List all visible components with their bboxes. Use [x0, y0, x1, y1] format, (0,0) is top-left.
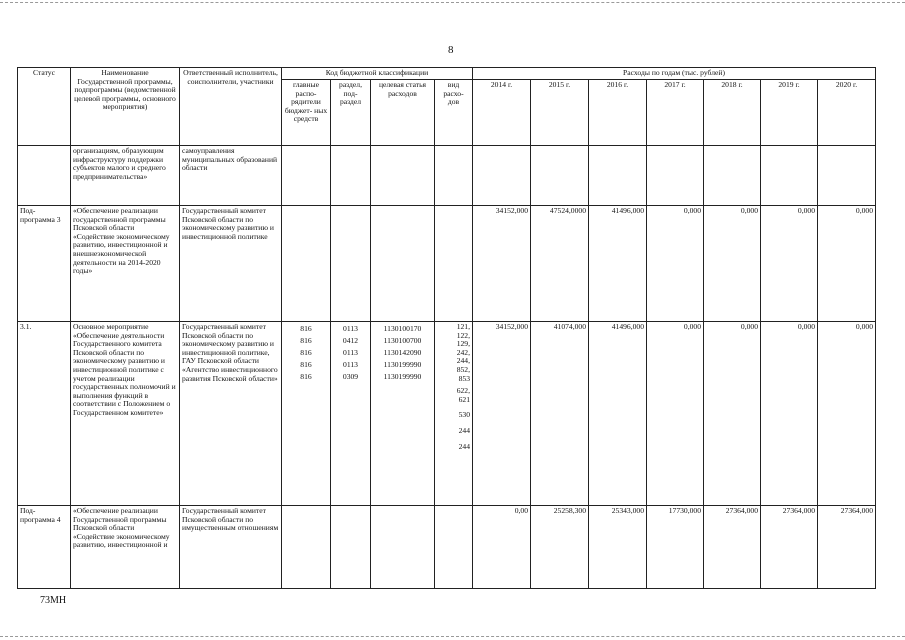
cell-name: «Обеспечение реализации Государственной программы Псковской области «Содействие экономическому развитию, инвестиционной и	[71, 506, 180, 589]
cell-value	[531, 146, 589, 206]
csr-code: 1130100170	[383, 324, 422, 333]
cell-responsible: самоуправления муниципальных образований области	[180, 146, 282, 206]
header-name: Наименование Государственной программы, подпрограммы (ведомственной целевой программы, основного мероприятия)	[71, 68, 180, 146]
cell-value: 25343,000	[589, 506, 647, 589]
cell-rz	[331, 322, 371, 506]
cell-gr	[282, 322, 331, 506]
cell-value	[589, 146, 647, 206]
cell-value	[761, 146, 818, 206]
cell-value: 0,000	[647, 206, 704, 322]
gr-code: 816	[300, 324, 312, 333]
vr-code: 530	[458, 410, 470, 420]
cell-csr	[371, 322, 435, 506]
vr-code: 621	[458, 394, 470, 404]
cell-gr	[282, 506, 331, 589]
cell-value: 0,000	[761, 322, 818, 506]
cell-value: 47524,0000	[531, 206, 589, 322]
cell-name: «Обеспечение реализации государственной программы Псковской области «Содействие экономическому развитию, инвестиционной и внешнеэкономической деятельности на 2014-2020 годы»	[71, 206, 180, 322]
cell-name: организациям, образующим инфраструктуру поддержки субъектов малого и среднего предпринимательства»	[71, 146, 180, 206]
cell-value: 41074,000	[531, 322, 589, 506]
cell-value	[704, 146, 761, 206]
csr-code: 1130100700	[383, 336, 422, 345]
table-row	[18, 322, 876, 506]
cell-responsible: Государственный комитет Псковской области по экономическому развитию и инвестиционной политике, ГАУ Псковской области «Агентство инвестиционного развития Псковской области»	[180, 322, 282, 506]
cell-vr	[435, 206, 473, 322]
page-number: 8	[448, 44, 454, 56]
header-year: 2016 г.	[589, 80, 647, 146]
cell-vr	[435, 146, 473, 206]
vr-code: 622,	[456, 386, 470, 396]
vr-code: 244	[458, 441, 470, 451]
header-year: 2015 г.	[531, 80, 589, 146]
vr-code: 244,	[456, 356, 470, 366]
cell-status: Под- программа 3	[18, 206, 71, 322]
header-rz: раздел, под- раздел	[331, 80, 371, 146]
vr-code: 121,	[456, 322, 470, 331]
csr-code: 1130142090	[383, 348, 422, 357]
csr-code: 1130199990	[383, 372, 422, 381]
csr-code: 1130199990	[383, 360, 422, 369]
cell-value: 41496,000	[589, 322, 647, 506]
cell-vr	[435, 506, 473, 589]
cell-rz	[331, 146, 371, 206]
cell-gr	[282, 206, 331, 322]
cell-gr	[282, 146, 331, 206]
cell-name: Основное мероприятие «Обеспечение деятельности Государственного комитета Псковской области по экономическому развитию и инвестиционной политике с учетом реализации государственных полномочий и выполнения функций в соответствии с Положением о Государственном комитете»	[71, 322, 180, 506]
rz-code: 0309	[342, 372, 359, 381]
table-row	[18, 146, 876, 206]
cell-vr	[435, 322, 473, 506]
gr-code: 816	[300, 348, 312, 357]
cell-value: 17730,000	[647, 506, 704, 589]
header-year: 2019 г.	[761, 80, 818, 146]
top-edge-line	[0, 2, 905, 3]
vr-code: 122,	[456, 330, 470, 340]
cell-value: 34152,000	[473, 206, 531, 322]
cell-csr	[371, 146, 435, 206]
cell-responsible: Государственный комитет Псковской области по имущественным отношениям	[180, 506, 282, 589]
cell-responsible: Государственный комитет Псковской области по экономическому развитию и инвестиционной политике	[180, 206, 282, 322]
header-expenses: Расходы по годам (тыс. рублей)	[473, 68, 876, 80]
header-gr: главные распо- рядители бюджет- ных средств	[282, 80, 331, 146]
rz-code: 0113	[343, 360, 358, 369]
cell-value: 27364,000	[818, 506, 876, 589]
bottom-edge-line	[0, 636, 905, 637]
vr-code: 244	[458, 425, 470, 435]
header-status: Статус	[18, 68, 71, 146]
header-budget-code: Код бюджетной классификации	[282, 68, 473, 80]
rz-code: 0412	[342, 336, 359, 345]
cell-rz	[331, 506, 371, 589]
header-year: 2018 г.	[704, 80, 761, 146]
cell-value: 27364,000	[761, 506, 818, 589]
gr-code: 816	[300, 360, 312, 369]
cell-value: 25258,300	[531, 506, 589, 589]
cell-rz	[331, 206, 371, 322]
cell-value: 0,00	[473, 506, 531, 589]
vr-code: 852,	[456, 364, 470, 374]
cell-value: 0,000	[818, 206, 876, 322]
rz-code: 0113	[343, 324, 358, 333]
vr-code: 853	[458, 373, 470, 383]
rz-code: 0113	[343, 348, 358, 357]
cell-value	[818, 146, 876, 206]
footer-code: 73МН	[40, 595, 67, 606]
gr-code: 816	[300, 372, 312, 381]
cell-value: 0,000	[818, 322, 876, 506]
cell-value	[647, 146, 704, 206]
budget-table	[17, 67, 876, 589]
header-year: 2017 г.	[647, 80, 704, 146]
cell-csr	[371, 206, 435, 322]
table-row	[18, 506, 876, 589]
header-vr: вид расхо- дов	[435, 80, 473, 146]
table-row	[18, 206, 876, 322]
cell-status: Под- программа 4	[18, 506, 71, 589]
gr-code: 816	[300, 336, 312, 345]
vr-code: 129,	[456, 339, 470, 349]
header-year: 2014 г.	[473, 80, 531, 146]
cell-csr	[371, 506, 435, 589]
cell-value: 0,000	[704, 206, 761, 322]
header-responsible: Ответственный исполнитель, соисполнители, участники	[180, 68, 282, 146]
cell-status: 3.1.	[18, 322, 71, 506]
cell-value: 34152,000	[473, 322, 531, 506]
header-csr: целевая статья расходов	[371, 80, 435, 146]
cell-status	[18, 146, 71, 206]
cell-value: 0,000	[647, 322, 704, 506]
vr-code: 242,	[456, 347, 470, 357]
cell-value: 0,000	[704, 322, 761, 506]
cell-value: 0,000	[761, 206, 818, 322]
cell-value: 41496,000	[589, 206, 647, 322]
header-year: 2020 г.	[818, 80, 876, 146]
cell-value: 27364,000	[704, 506, 761, 589]
cell-value	[473, 146, 531, 206]
